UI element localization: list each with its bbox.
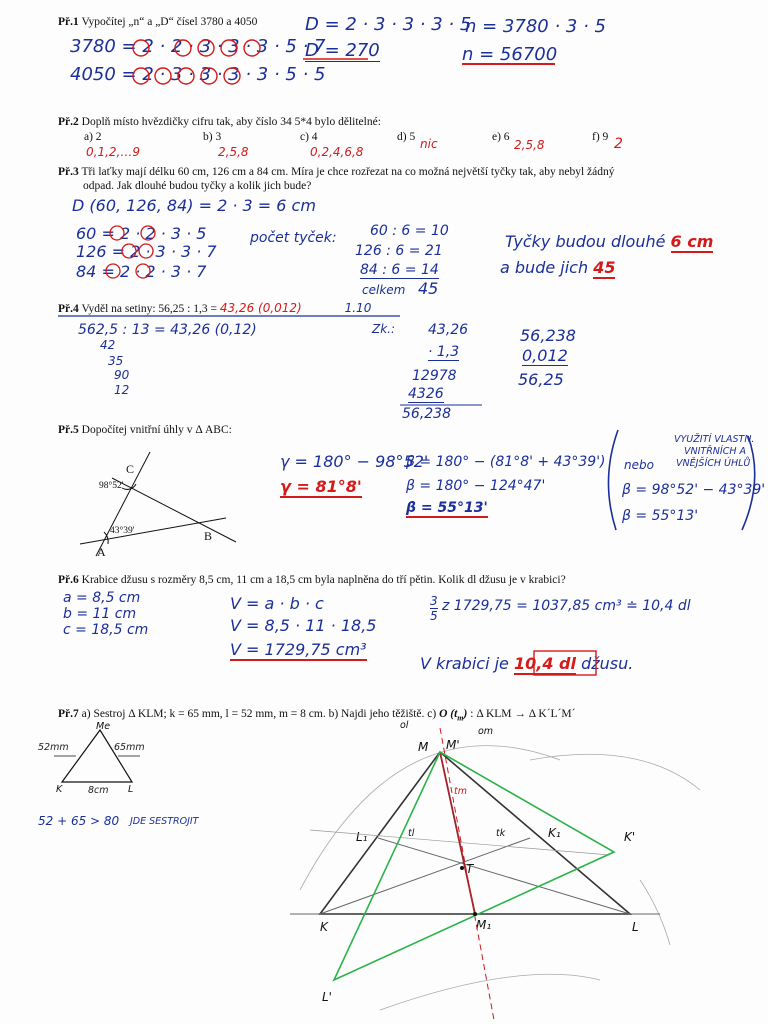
p5-label-a: A xyxy=(97,545,106,559)
p4-mult-2: · 1,3 xyxy=(428,344,460,360)
p7-text-c3: ) xyxy=(463,708,468,720)
p1-factor-3780: 3780 = 2 · 2 · 3 · 3 · 3 · 5 · 7 xyxy=(70,36,326,57)
p7-label-tm: tm xyxy=(454,786,467,797)
p3-text-2: odpad. Jak dlouhé budou tyčky a kolik jich bude? xyxy=(83,180,312,192)
p3-count-84: 84 : 6 = 14 xyxy=(360,262,439,278)
p4-sub-2: 0,012 xyxy=(522,346,568,365)
p2-option-a: a) 2 xyxy=(84,131,102,143)
p2-option-b: b) 3 xyxy=(203,131,222,143)
p5-beta-3: β = 55°13' xyxy=(406,500,488,516)
p3-answer-length: 6 cm xyxy=(670,232,714,251)
p6-volume-1: V = a · b · c xyxy=(230,594,324,613)
p5-beta-2: β = 180° − 124°47' xyxy=(406,478,546,494)
p2-option-e: e) 6 xyxy=(492,131,510,143)
p3-count-60: 60 : 6 = 10 xyxy=(370,223,449,239)
p5-number: Př.5 xyxy=(58,424,79,436)
p5-gamma-2: γ = 81°8' xyxy=(280,477,362,496)
p6-dim-c: c = 18,5 cm xyxy=(63,622,149,638)
p5-bracket-right xyxy=(742,436,755,530)
p4-remainder-2: 35 xyxy=(108,354,124,368)
p6-answer-text-1: V krabici je xyxy=(420,654,509,673)
p3-count-label: počet tyček: xyxy=(250,230,337,246)
p3-gcd: D (60, 126, 84) = 2 · 3 = 6 cm xyxy=(72,196,316,215)
p2-answer-d: nic xyxy=(420,137,438,151)
p3-factor-84: 84 = 2 · 2 · 3 · 7 xyxy=(76,262,207,281)
p6-volume-2: V = 8,5 · 11 · 18,5 xyxy=(230,616,377,635)
p5-note-3: VNĚJŠÍCH ÚHLŮ xyxy=(676,458,751,469)
p1-n-value: n = 56700 xyxy=(462,44,558,65)
p1-text: Vypočítej „n“ a „D“ čísel 3780 a 4050 xyxy=(81,16,258,28)
p3-factor-circles xyxy=(106,226,155,278)
p7-label-m: M xyxy=(418,740,429,754)
p4-remainder-3: 90 xyxy=(114,368,130,382)
p2-answer-f: 2 xyxy=(614,136,623,152)
p4-sub-3: 56,25 xyxy=(518,370,564,389)
p1-number: Př.1 xyxy=(58,16,79,28)
p7-label-tl: tl xyxy=(408,828,415,839)
p1-n-expression: n = 3780 · 3 · 5 xyxy=(465,16,606,37)
p7-text-c1: O (t xyxy=(439,708,458,720)
p7-label-t: T xyxy=(466,862,474,876)
p7-label-k-prime: K' xyxy=(624,830,636,844)
p7-label-tk: tk xyxy=(496,828,506,839)
p3-answer-text-2: a bude jich xyxy=(500,258,589,277)
p6-dim-b: b = 11 cm xyxy=(63,606,137,622)
p6-answer-text-2: džusu. xyxy=(581,654,634,673)
p7-label-l: L xyxy=(632,920,639,934)
p7-sketch-vertex-l: L xyxy=(128,784,134,795)
p6-dim-a: a = 8,5 cm xyxy=(63,590,141,606)
p2-answer-e: 2,5,8 xyxy=(514,138,545,152)
p1-d-expression: D = 2 · 3 · 3 · 3 · 5 xyxy=(305,14,472,35)
p5-or-label: nebo xyxy=(624,458,654,472)
p3-answer-text-1: Tyčky budou dlouhé xyxy=(505,232,666,251)
p6-answer-box xyxy=(534,651,596,675)
p7-inequality-note: JDE SESTROJIT xyxy=(130,816,199,827)
p4-mult-3: 12978 xyxy=(412,368,457,384)
p3-factor-126: 126 = 2 · 3 · 3 · 7 xyxy=(76,242,217,261)
p7-label-m-prime: M' xyxy=(446,738,460,752)
p4-check-label: Zk.: xyxy=(372,322,396,336)
p6-number: Př.6 xyxy=(58,574,79,586)
p2-answer-b: 2,5,8 xyxy=(218,145,249,159)
p2-number: Př.2 xyxy=(58,116,79,128)
p4-mult-5: 56,238 xyxy=(402,406,451,422)
p7-sketch-side-m: 8cm xyxy=(88,785,109,796)
p7-sketch-vertex-k: K xyxy=(56,784,63,795)
p3-answer-count: 45 xyxy=(593,258,616,277)
p7-label-k: K xyxy=(320,920,328,934)
p5-beta-1: β = 180° − (81°8' + 43°39') xyxy=(406,454,606,470)
p1-d-value: D = 270 xyxy=(305,40,380,61)
p7-number: Př.7 xyxy=(58,708,79,720)
p2-option-d: d) 5 xyxy=(397,131,416,143)
p3-count-126: 126 : 6 = 21 xyxy=(355,243,443,259)
p2-text: Doplň místo hvězdičky cifru tak, aby číslo 34 5*4 bylo dělitelné: xyxy=(81,116,381,128)
p7-sketch-triangle xyxy=(54,730,140,782)
p4-mult-4: 4326 xyxy=(408,386,444,402)
p1-factor-circles xyxy=(133,40,260,84)
p7-label-om: om xyxy=(478,726,494,737)
p3-number: Př.3 xyxy=(58,166,79,178)
p2-option-c: c) 4 xyxy=(300,131,318,143)
p7-text-c2: m xyxy=(457,713,464,723)
p4-answer: 43,26 (0,012) xyxy=(219,301,302,315)
p6-volume-3: V = 1729,75 cm³ xyxy=(230,640,367,659)
p4-number: Př.4 xyxy=(58,303,79,315)
p1-factor-4050: 4050 = 2 · 3 · 3 · 3 · 3 · 5 · 5 xyxy=(70,64,326,85)
p5-angle-c: 98°52' xyxy=(99,481,124,491)
p7-sketch-side-k: 65mm xyxy=(114,742,145,753)
p4-division: 562,5 : 13 = 43,26 (0,12) xyxy=(78,322,257,338)
p7-text-c4: : Δ KLM → Δ K´L´M´ xyxy=(470,708,576,720)
p5-note-1: VYUŽITÍ VLASTN. xyxy=(674,434,755,445)
p7-construction xyxy=(290,728,700,1020)
p4-note: 1.10 xyxy=(344,301,372,315)
p3-text-1: Tři laťky mají délku 60 cm, 126 cm a 84 cm. Míra je chce rozřezat na co možná největší tyčky tak, aby nebyl žádný xyxy=(81,166,615,178)
p4-mult-1: 43,26 xyxy=(428,322,469,338)
p5-text: Dopočítej vnitřní úhly v Δ ABC: xyxy=(81,424,232,436)
p7-sketch-side-l: 52mm xyxy=(38,742,69,753)
p7-label-ol: ol xyxy=(400,720,409,731)
p7-label-k1: K₁ xyxy=(548,826,561,840)
p3-total-label: celkem xyxy=(362,283,406,297)
p5-label-b: B xyxy=(204,529,213,543)
p5-alt-1: β = 98°52' − 43°39' xyxy=(622,482,766,498)
p6-calculation: z 1729,75 = 1037,85 cm³ ≐ 10,4 dl xyxy=(442,598,691,614)
p7-text-a: a) Sestroj Δ KLM; k = 65 mm, l = 52 mm, m = 8 cm. b) Najdi jeho těžiště. c) xyxy=(81,708,437,720)
p4-sub-1: 56,238 xyxy=(520,326,576,345)
p2-answer-a: 0,1,2,…9 xyxy=(86,145,140,159)
p5-bracket-left xyxy=(608,430,618,530)
p7-label-l1: L₁ xyxy=(356,830,368,844)
p5-triangle xyxy=(80,452,236,556)
p6-text: Krabice džusu s rozměry 8,5 cm, 11 cm a 18,5 cm byla naplněna do tří pětin. Kolik dl džusu je v krabici? xyxy=(81,574,566,586)
p6-fraction-num: 3 xyxy=(430,594,438,608)
p5-angle-a: 43°39' xyxy=(110,526,135,536)
p2-answer-c: 0,2,4,6,8 xyxy=(310,145,364,159)
p5-alt-2: β = 55°13' xyxy=(622,508,699,524)
p5-note-2: VNITŘNÍCH A xyxy=(684,446,747,457)
p4-remainder-4: 12 xyxy=(114,383,130,397)
p6-fraction-den: 5 xyxy=(430,609,438,623)
p2-option-f: f) 9 xyxy=(592,131,609,143)
p6-answer-value: 10,4 dl xyxy=(514,654,576,673)
p4-remainder-1: 42 xyxy=(100,338,116,352)
p5-gamma-1: γ = 180° − 98°52' xyxy=(280,452,429,471)
p7-label-l-prime: L' xyxy=(322,990,332,1004)
p7-inequality: 52 + 65 > 80 xyxy=(38,814,120,828)
p3-total-value: 45 xyxy=(418,279,439,298)
p3-factor-60: 60 = 2 · 2 · 3 · 5 xyxy=(76,224,207,243)
p7-sketch-vertex-m: Me xyxy=(96,721,111,732)
p4-text: Vyděl na setiny: 56,25 : 1,3 = xyxy=(81,303,217,315)
p7-label-m1: M₁ xyxy=(476,918,492,932)
p5-label-c: C xyxy=(126,462,135,476)
